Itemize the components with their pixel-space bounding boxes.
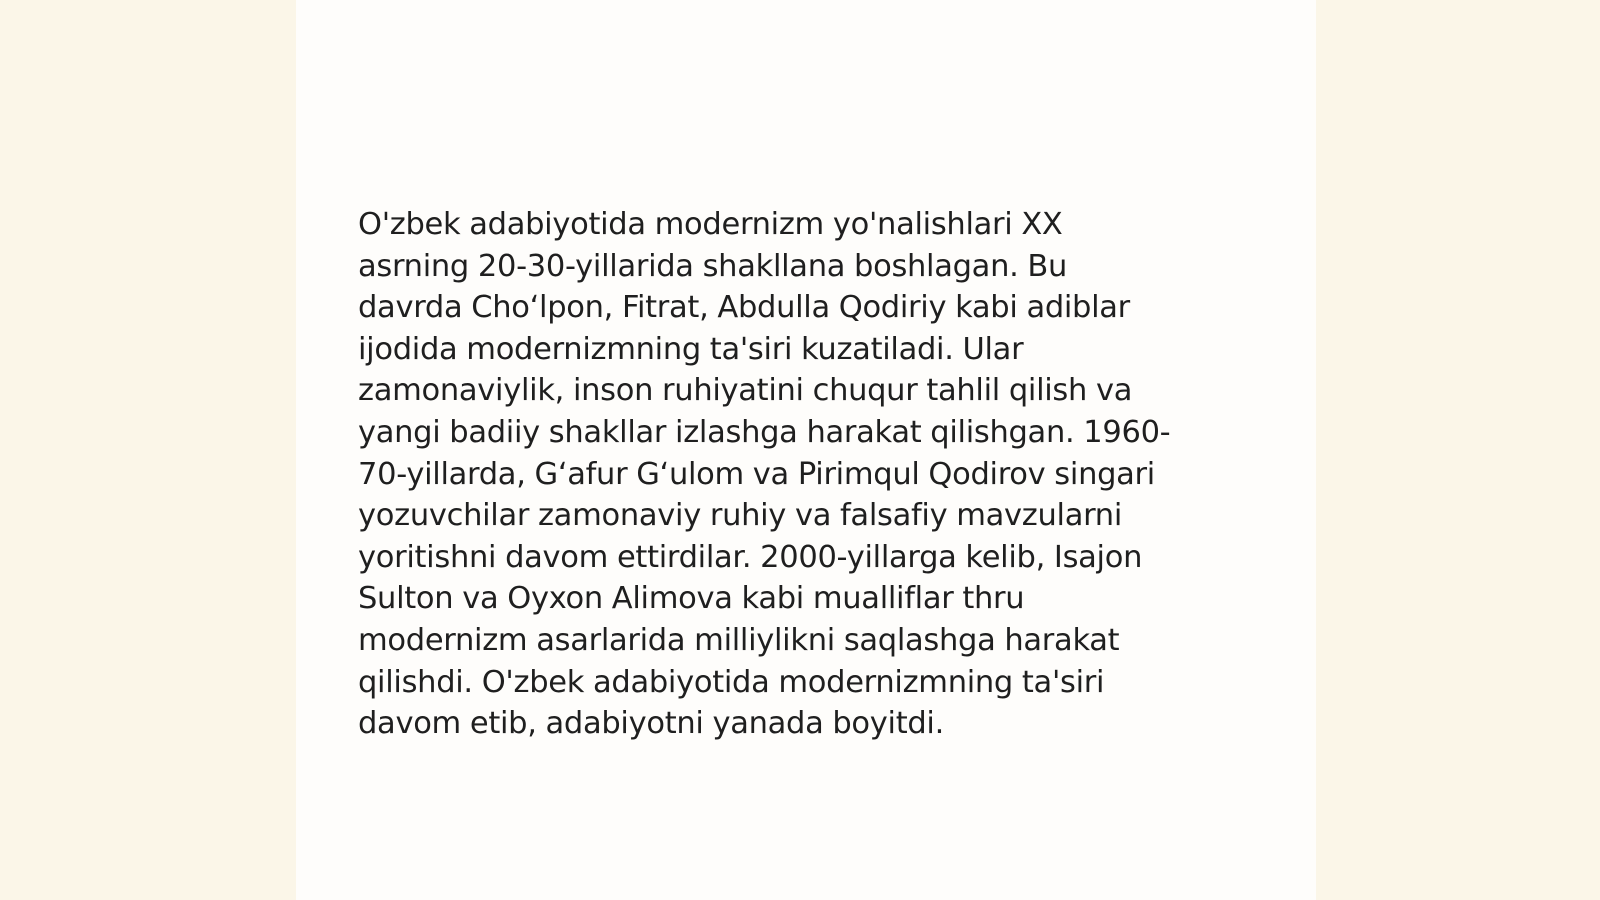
paragraph-line: 70-yillarda, G‘afur G‘ulom va Pirimqul Qodirov singari — [358, 456, 1155, 492]
paragraph-line: Sulton va Oyxon Alimova kabi mualliflar thru — [358, 581, 1025, 617]
paragraph-line: yozuvchilar zamonaviy ruhiy va falsafiy mavzularni — [358, 498, 1122, 534]
paragraph-line: zamonaviylik, inson ruhiyatini chuqur tahlil qilish va — [358, 373, 1133, 409]
paragraph-line: yoritishni davom ettirdilar. 2000-yillarga kelib, Isajon — [358, 539, 1143, 575]
paragraph-line: davrda Cho‘lpon, Fitrat, Abdulla Qodiriy kabi adiblar — [358, 290, 1130, 326]
paragraph-line: qilishdi. O'zbek adabiyotida modernizmning ta'siri — [358, 664, 1105, 700]
paragraph-line: ijodida modernizmning ta'siri kuzatiladi. Ular — [358, 331, 1024, 367]
document-paragraph — [358, 204, 1238, 745]
paragraph-line: davom etib, adabiyotni yanada boyitdi. — [358, 706, 944, 742]
paragraph-line: yangi badiiy shakllar izlashga harakat qilishgan. 1960- — [358, 414, 1171, 450]
paragraph-line: modernizm asarlarida milliylikni saqlashga harakat — [358, 622, 1120, 658]
paragraph-line: O'zbek adabiyotida modernizm yo'nalishlari XX — [358, 207, 1063, 242]
paragraph-line: asrning 20-30-yillarida shakllana boshlagan. Bu — [358, 248, 1068, 284]
